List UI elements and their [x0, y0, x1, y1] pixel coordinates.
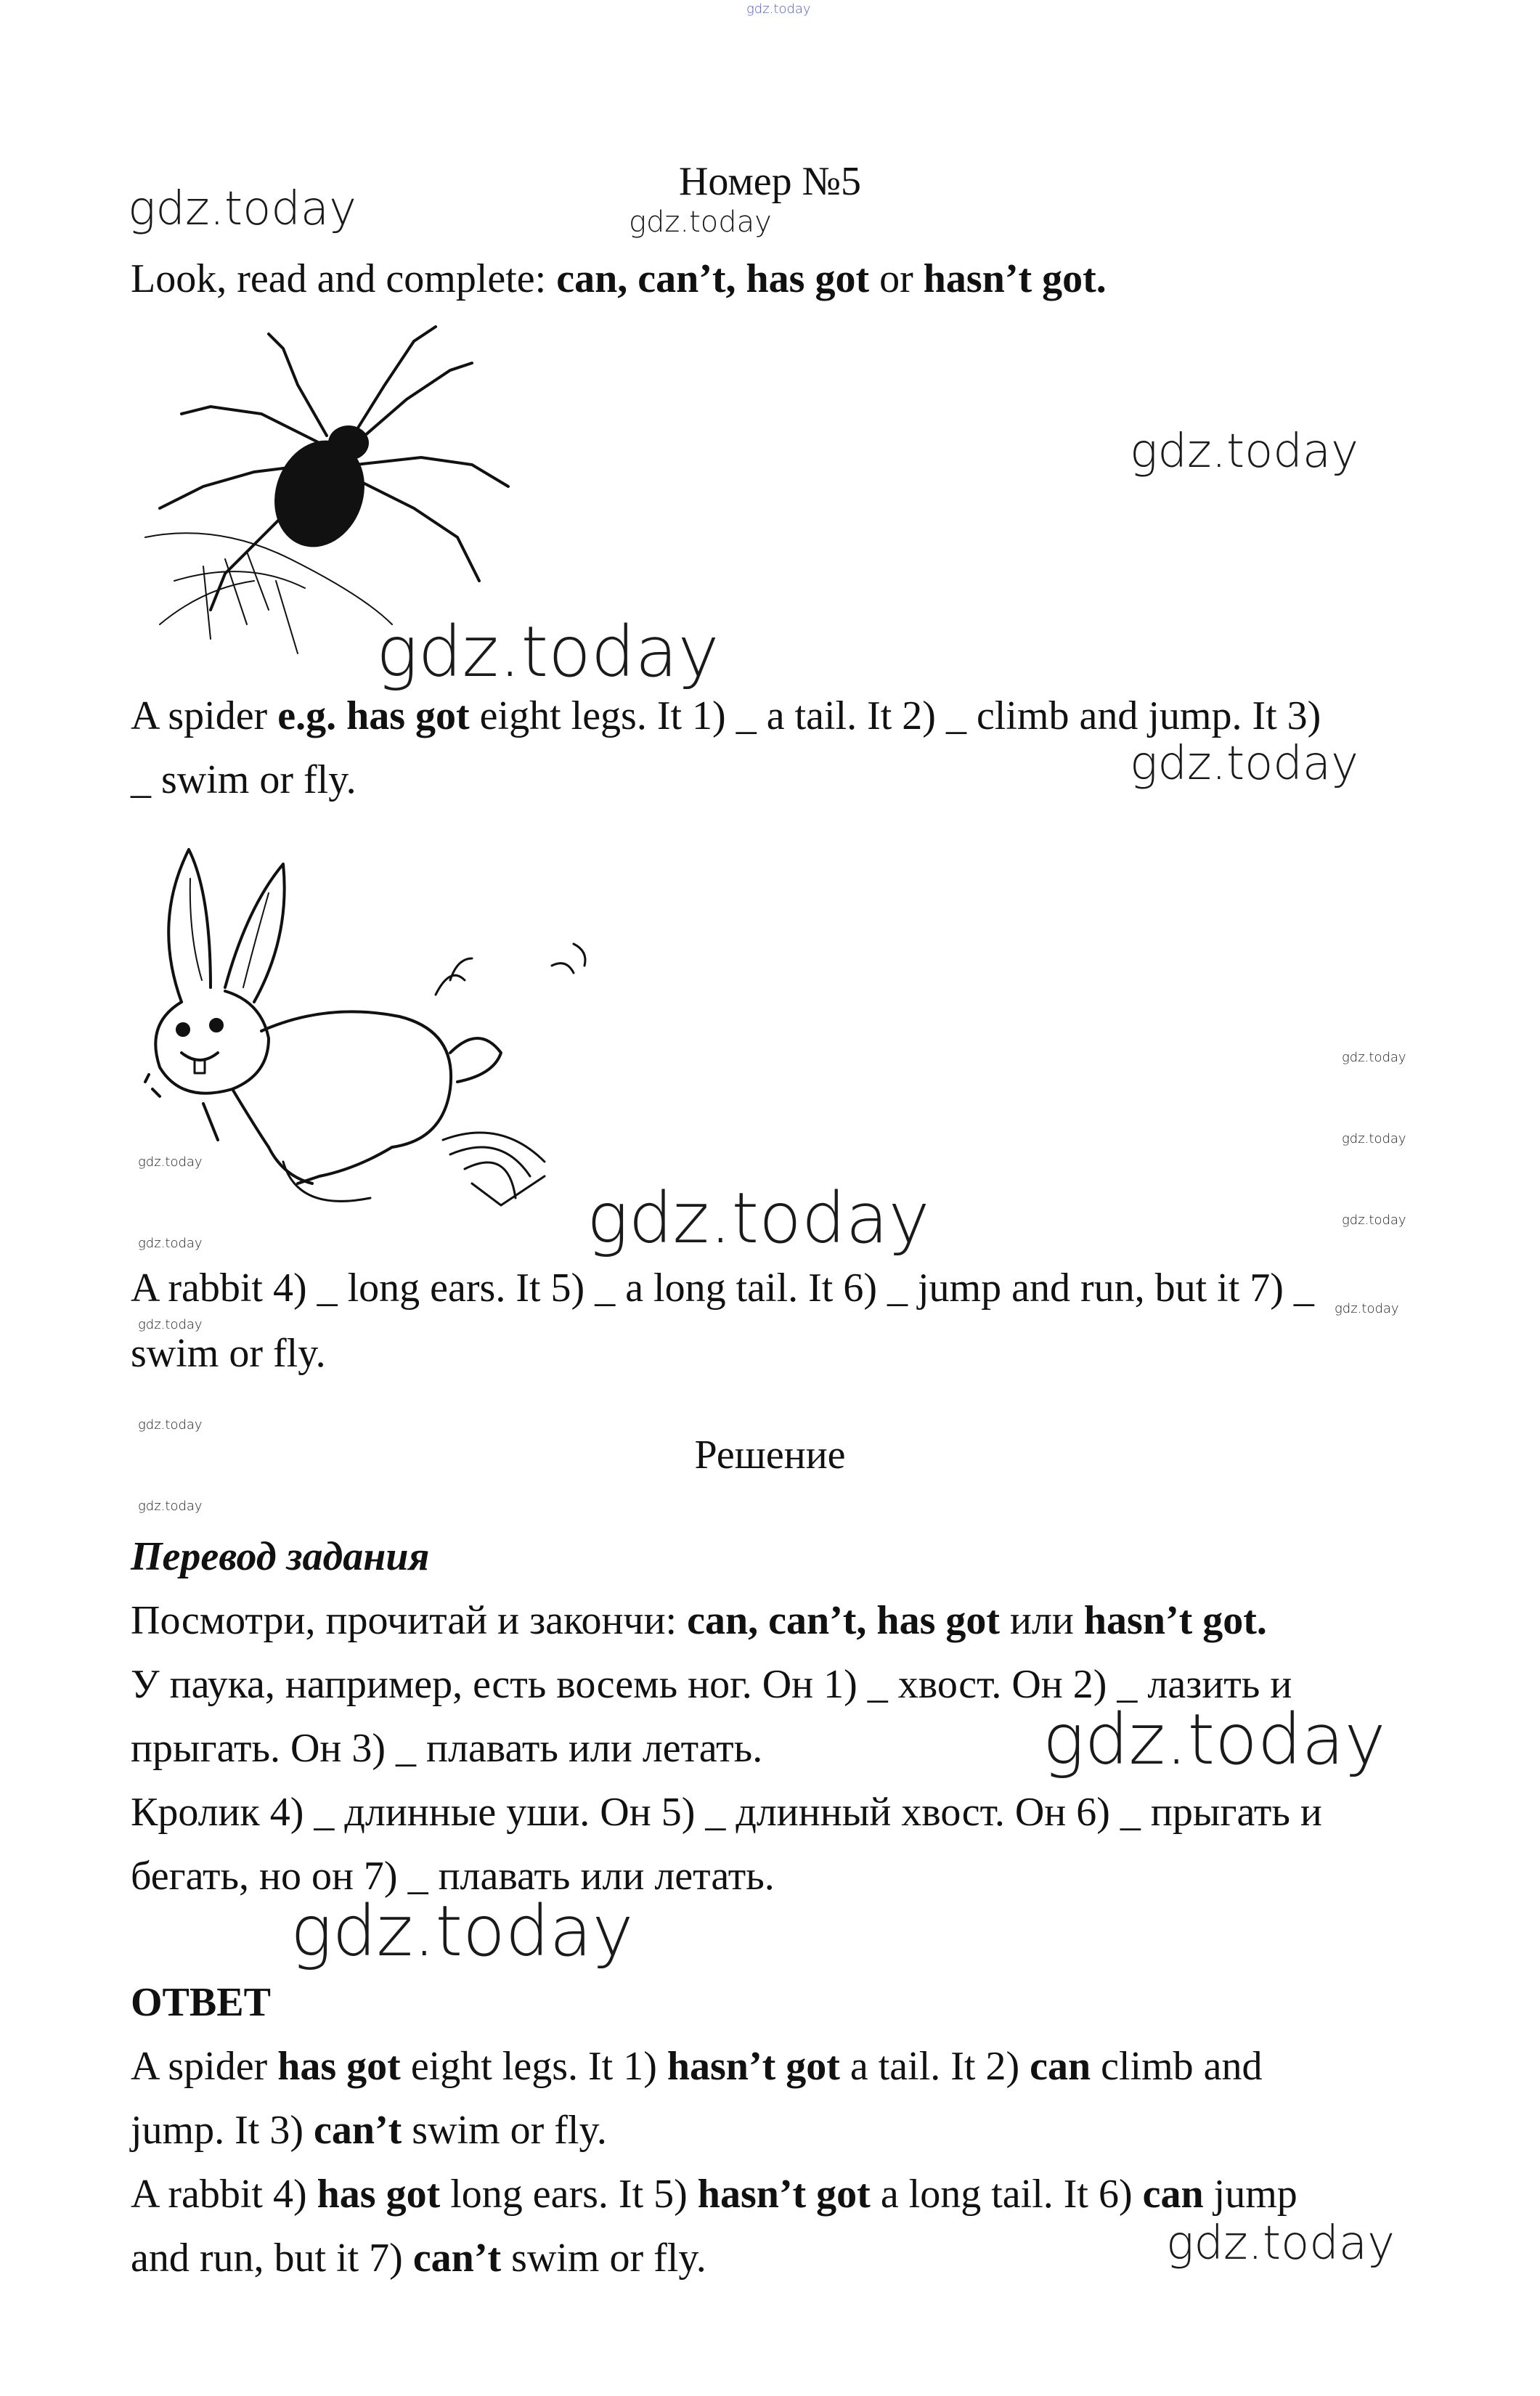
example-marker: e.g.: [277, 693, 337, 738]
answer-text: swim or fly.: [402, 2108, 607, 2153]
answer-fill: can: [1142, 2172, 1204, 2217]
example-answer: has got: [346, 693, 470, 738]
answer-text: A rabbit 4): [131, 2172, 317, 2217]
watermark: gdz.today: [1342, 1050, 1406, 1065]
watermark: gdz.today: [1130, 737, 1358, 791]
rabbit-illustration: [138, 835, 603, 1220]
answer-text: jump. It 3): [131, 2108, 314, 2153]
answer-fill: hasn’t got: [697, 2172, 871, 2217]
translation-line-2: У паука, например, есть восемь ног. Он 1) _ хвост. Он 2) _ лазить и: [131, 1662, 1292, 1707]
spider-sentence-line-2: _ swim or fly.: [131, 757, 357, 802]
top-watermark: gdz.today: [746, 1, 811, 17]
sentence-text: [336, 693, 346, 738]
instruction-bold-words: can, can’t, has got: [556, 256, 870, 301]
answer-text: and run, but it 7): [131, 2236, 413, 2281]
translation-line-5: бегать, но он 7) _ плавать или летать.: [131, 1854, 775, 1899]
watermark: gdz.today: [1130, 425, 1358, 478]
translation-text: или: [1000, 1598, 1084, 1643]
sentence-text: eight legs. It 1) _ a tail. It 2) _ climb and jump. It 3): [469, 693, 1321, 738]
watermark: gdz.today: [1043, 1699, 1386, 1780]
watermark: gdz.today: [290, 1891, 634, 1972]
rabbit-sentence-line-2: swim or fly.: [131, 1331, 326, 1376]
watermark: gdz.today: [128, 182, 357, 236]
answer-fill: can: [1030, 2044, 1091, 2089]
answer-text: swim or fly.: [501, 2236, 706, 2281]
answer-text: jump: [1203, 2172, 1297, 2217]
answer-line-4: [131, 2236, 706, 2281]
translation-heading: Перевод задания: [131, 1534, 430, 1579]
translation-bold-words: can, can’t, has got: [687, 1598, 1001, 1643]
translation-bold-words: hasn’t got.: [1083, 1598, 1267, 1643]
answer-line-2: [131, 2110, 607, 2151]
translation-line-3: прыгать. Он 3) _ плавать или летать.: [131, 1726, 763, 1771]
answer-fill: hasn’t got: [667, 2044, 840, 2089]
watermark: gdz.today: [1342, 1213, 1406, 1228]
translation-text: Посмотри, прочитай и закончи:: [131, 1598, 688, 1643]
page-title: Номер №5: [678, 159, 862, 204]
answer-fill: can’t: [412, 2236, 502, 2281]
instruction-text: Look, read and complete:: [131, 256, 557, 301]
answer-text: eight legs. It 1): [400, 2044, 667, 2089]
task-instruction: [131, 258, 1107, 299]
solution-heading: Решение: [694, 1433, 846, 1478]
sentence-text: A spider: [131, 693, 278, 738]
instruction-text: or: [869, 256, 924, 301]
watermark: gdz.today: [138, 1236, 203, 1251]
answer-text: A spider: [131, 2044, 278, 2089]
watermark: gdz.today: [138, 1417, 203, 1433]
answer-fill: has got: [277, 2044, 401, 2089]
answer-text: climb and: [1091, 2044, 1263, 2089]
watermark: gdz.today: [1342, 1131, 1406, 1146]
translation-line-1: [131, 1600, 1267, 1641]
answer-line-1: [131, 2046, 1263, 2087]
instruction-bold-words: hasn’t got.: [923, 256, 1107, 301]
spider-sentence-line-1: [131, 693, 1321, 738]
answer-text: long ears. It 5): [440, 2172, 698, 2217]
translation-line-4: Кролик 4) _ длинные уши. Он 5) _ длинный хвост. Он 6) _ прыгать и: [131, 1790, 1322, 1835]
watermark: gdz.today: [138, 1317, 203, 1332]
watermark: gdz.today: [1335, 1301, 1399, 1316]
watermark: gdz.today: [138, 1499, 203, 1514]
answer-fill: can’t: [313, 2108, 402, 2153]
watermark: gdz.today: [138, 1154, 203, 1170]
answer-heading: ОТВЕТ: [131, 1980, 271, 2025]
answer-text: a long tail. It 6): [870, 2172, 1143, 2217]
watermark: gdz.today: [629, 205, 772, 239]
answer-fill: has got: [317, 2172, 441, 2217]
watermark: gdz.today: [587, 1178, 930, 1259]
answer-line-3: [131, 2172, 1297, 2217]
watermark: gdz.today: [1166, 2217, 1395, 2270]
rabbit-sentence-line-1: A rabbit 4) _ long ears. It 5) _ a long tail. It 6) _ jump and run, but it 7) _: [131, 1266, 1314, 1311]
watermark: gdz.today: [376, 611, 720, 693]
answer-text: a tail. It 2): [839, 2044, 1030, 2089]
